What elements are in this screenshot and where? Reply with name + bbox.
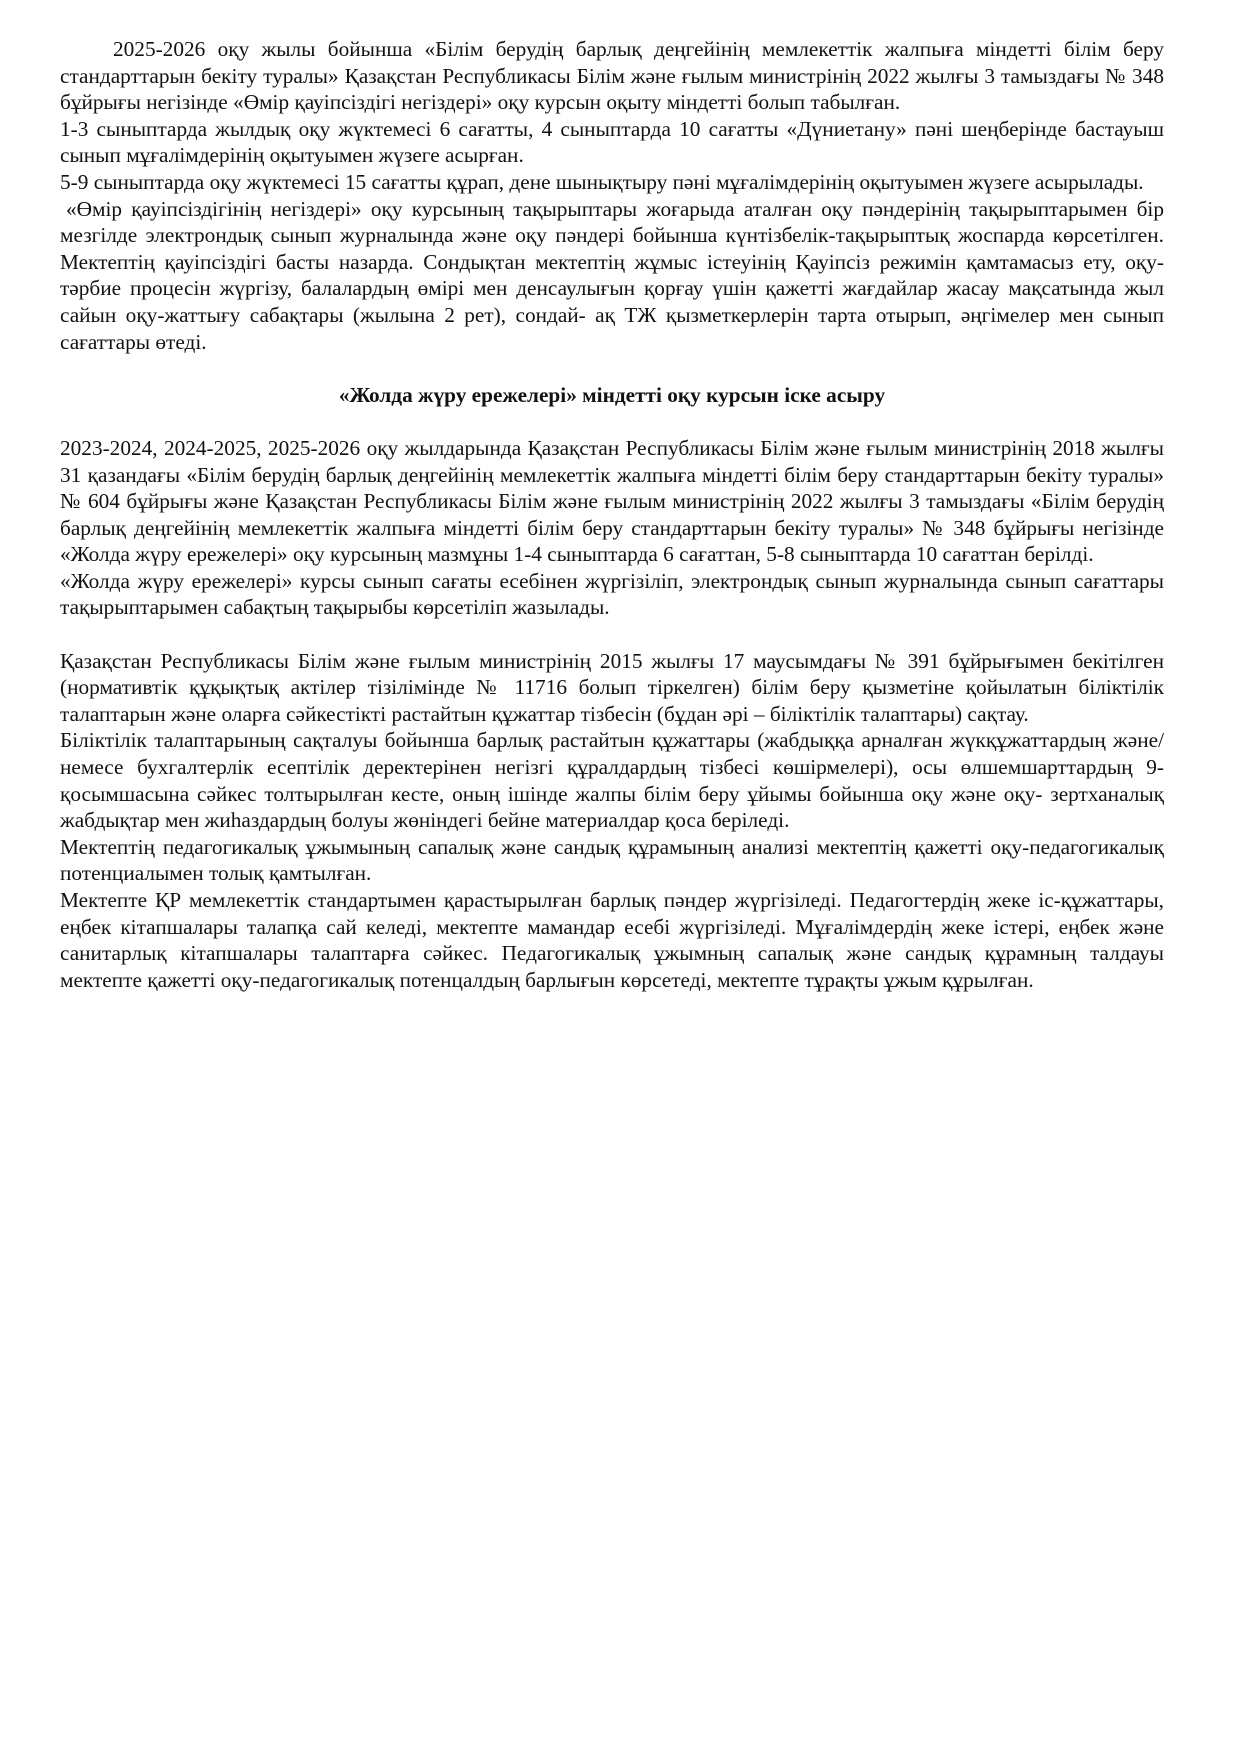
paragraph-traffic-rules-course: 2023-2024, 2024-2025, 2025-2026 оқу жылдарында Қазақстан Республикасы Білім және ғылым министрінің 2018 жылғы 31 қазандағы «Білім берудің барлық деңгейінің мемлекеттік жалпыға міндетті білім беру стандарттарын бекіту туралы» № 604 бұйрығы және Қазақстан Республикасы Білім және ғылым министрінің 2022 жылғы 3 тамыздағы «Білім берудің барлық деңгейінің мемлекеттік жалпыға міндетті білім беру стандарттарын бекіту туралы» № 348 бұйрығы негізінде «Жолда жүру ережелері» оқу курсының мазмұны 1-4 сыныптарда 6 сағаттан, 5-8 сыныптарда 10 сағаттан берілді. [60, 435, 1164, 567]
paragraph-safety-topics: «Өмір қауіпсіздігінің негіздері» оқу курсының тақырыптары жоғарыда аталған оқу пәндерінің тақырыптарымен бір мезгілде электрондық сынып журналында және оқу пәндері бойынша күнтізбелік-тақырыптық жоспарда көрсетілген. Мектептің қауіпсіздігі басты назарда. Сондықтан мектептің жұмыс істеуінің Қауіпсіз режимін қамтамасыз ету, оқу- тәрбие процесін жүргізу, балалардың өмірі мен денсаулығын қорғау үшін қажетті жағдайлар жасау мақсатында жыл сайын оқу-жаттығу сабақтары (жылына 2 рет), сондай- ақ ТЖ қызметкерлерін тарта отырып, әңгімелер мен сынып сағаттары өтеді. [60, 196, 1164, 354]
section-heading: «Жолда жүру ережелері» міндетті оқу курсын іске асыру [338, 382, 886, 407]
spacer [60, 355, 1164, 382]
paragraph-grades-1-4: 1-3 сыныптарда жылдық оқу жүктемесі 6 сағатты, 4 сыныптарда 10 сағатты «Дүниетану» пәні шеңберінде бастауыш сынып мұғалімдерінің оқытуымен жүзеге асырған. [60, 116, 1164, 168]
paragraph-grades-5-9: 5-9 сыныптарда оқу жүктемесі 15 сағатты құрап, дене шынықтыру пәні мұғалімдерінің оқытуымен жүзеге асырылады. [60, 169, 1144, 194]
spacer [60, 408, 1164, 435]
spacer [60, 621, 1164, 648]
paragraph-state-standard: Мектепте ҚР мемлекеттік стандартымен қарастырылған барлық пәндер жүргізіледі. Педагогтердің жеке іс-құжаттары, еңбек кітапшалары талапқа сай келеді, мектепте мамандар есебі жүргізіледі. Мұғалімдердің жеке істері, еңбек және санитарлық кітапшалары талаптарға сәйкес. Педагогикалық ұжымның сапалық және сандық құрамның талдауы мектепте қажетті оқу-педагогикалық потенцалдың барлығын көрсетеді, мектепте тұрақты ұжым құрылған. [60, 888, 1164, 992]
paragraph-staff-analysis: Мектептің педагогикалық ұжымының сапалық және сандық құрамының анализі мектептің қажетті оқу-педагогикалық потенциалымен толық қамтылған. [60, 834, 1164, 886]
paragraph-supporting-documents: Біліктілік талаптарының сақталуы бойынша барлық растайтын құжаттары (жабдыққа арналған жүкқұжаттардың және/немесе бухгалтерлік есептілік деректерінен негізгі құралдардың тізбесі көшірмелері), осы өлшемшарттардың 9-қосымшасына сәйкес толтырылған кесте, оның ішінде жалпы білім беру ұйымы бойынша оқу және оқу- зертханалық жабдықтар мен жиһаздардың болуы жөніндегі бейне материалдар қоса беріледі. [60, 728, 1164, 833]
paragraph-traffic-rules-class-hours: «Жолда жүру ережелері» курсы сынып сағаты есебінен жүргізіліп, электрондық сынып журналында сынып сағаттары тақырыптарымен сабақтың тақырыбы көрсетіліп жазылады. [60, 568, 1164, 620]
paragraph-course-obligation: 2025-2026 оқу жылы бойынша «Білім берудің барлық деңгейінің мемлекеттік жалпыға міндетті білім беру стандарттарын бекіту туралы» Қазақстан Республикасы Білім және ғылым министрінің 2022 жылғы 3 тамыздағы № 348 бұйрығы негізінде «Өмір қауіпсіздігі негіздері» оқу курсын оқыту міндетті болып табылған. [60, 37, 1164, 115]
document-page [60, 36, 1164, 993]
paragraph-qualification-requirements: Қазақстан Республикасы Білім және ғылым министрінің 2015 жылғы 17 маусымдағы № 391 бұйрығымен бекітілген (нормативтік құқықтық актілер тізілімінде № 11716 болып тіркелген) білім беру қызметіне қойылатын біліктілік талаптарын және оларға сәйкестікті растайтын құжаттар тізбесін (бұдан әрі – біліктілік талаптары) сақтау. [60, 648, 1164, 726]
